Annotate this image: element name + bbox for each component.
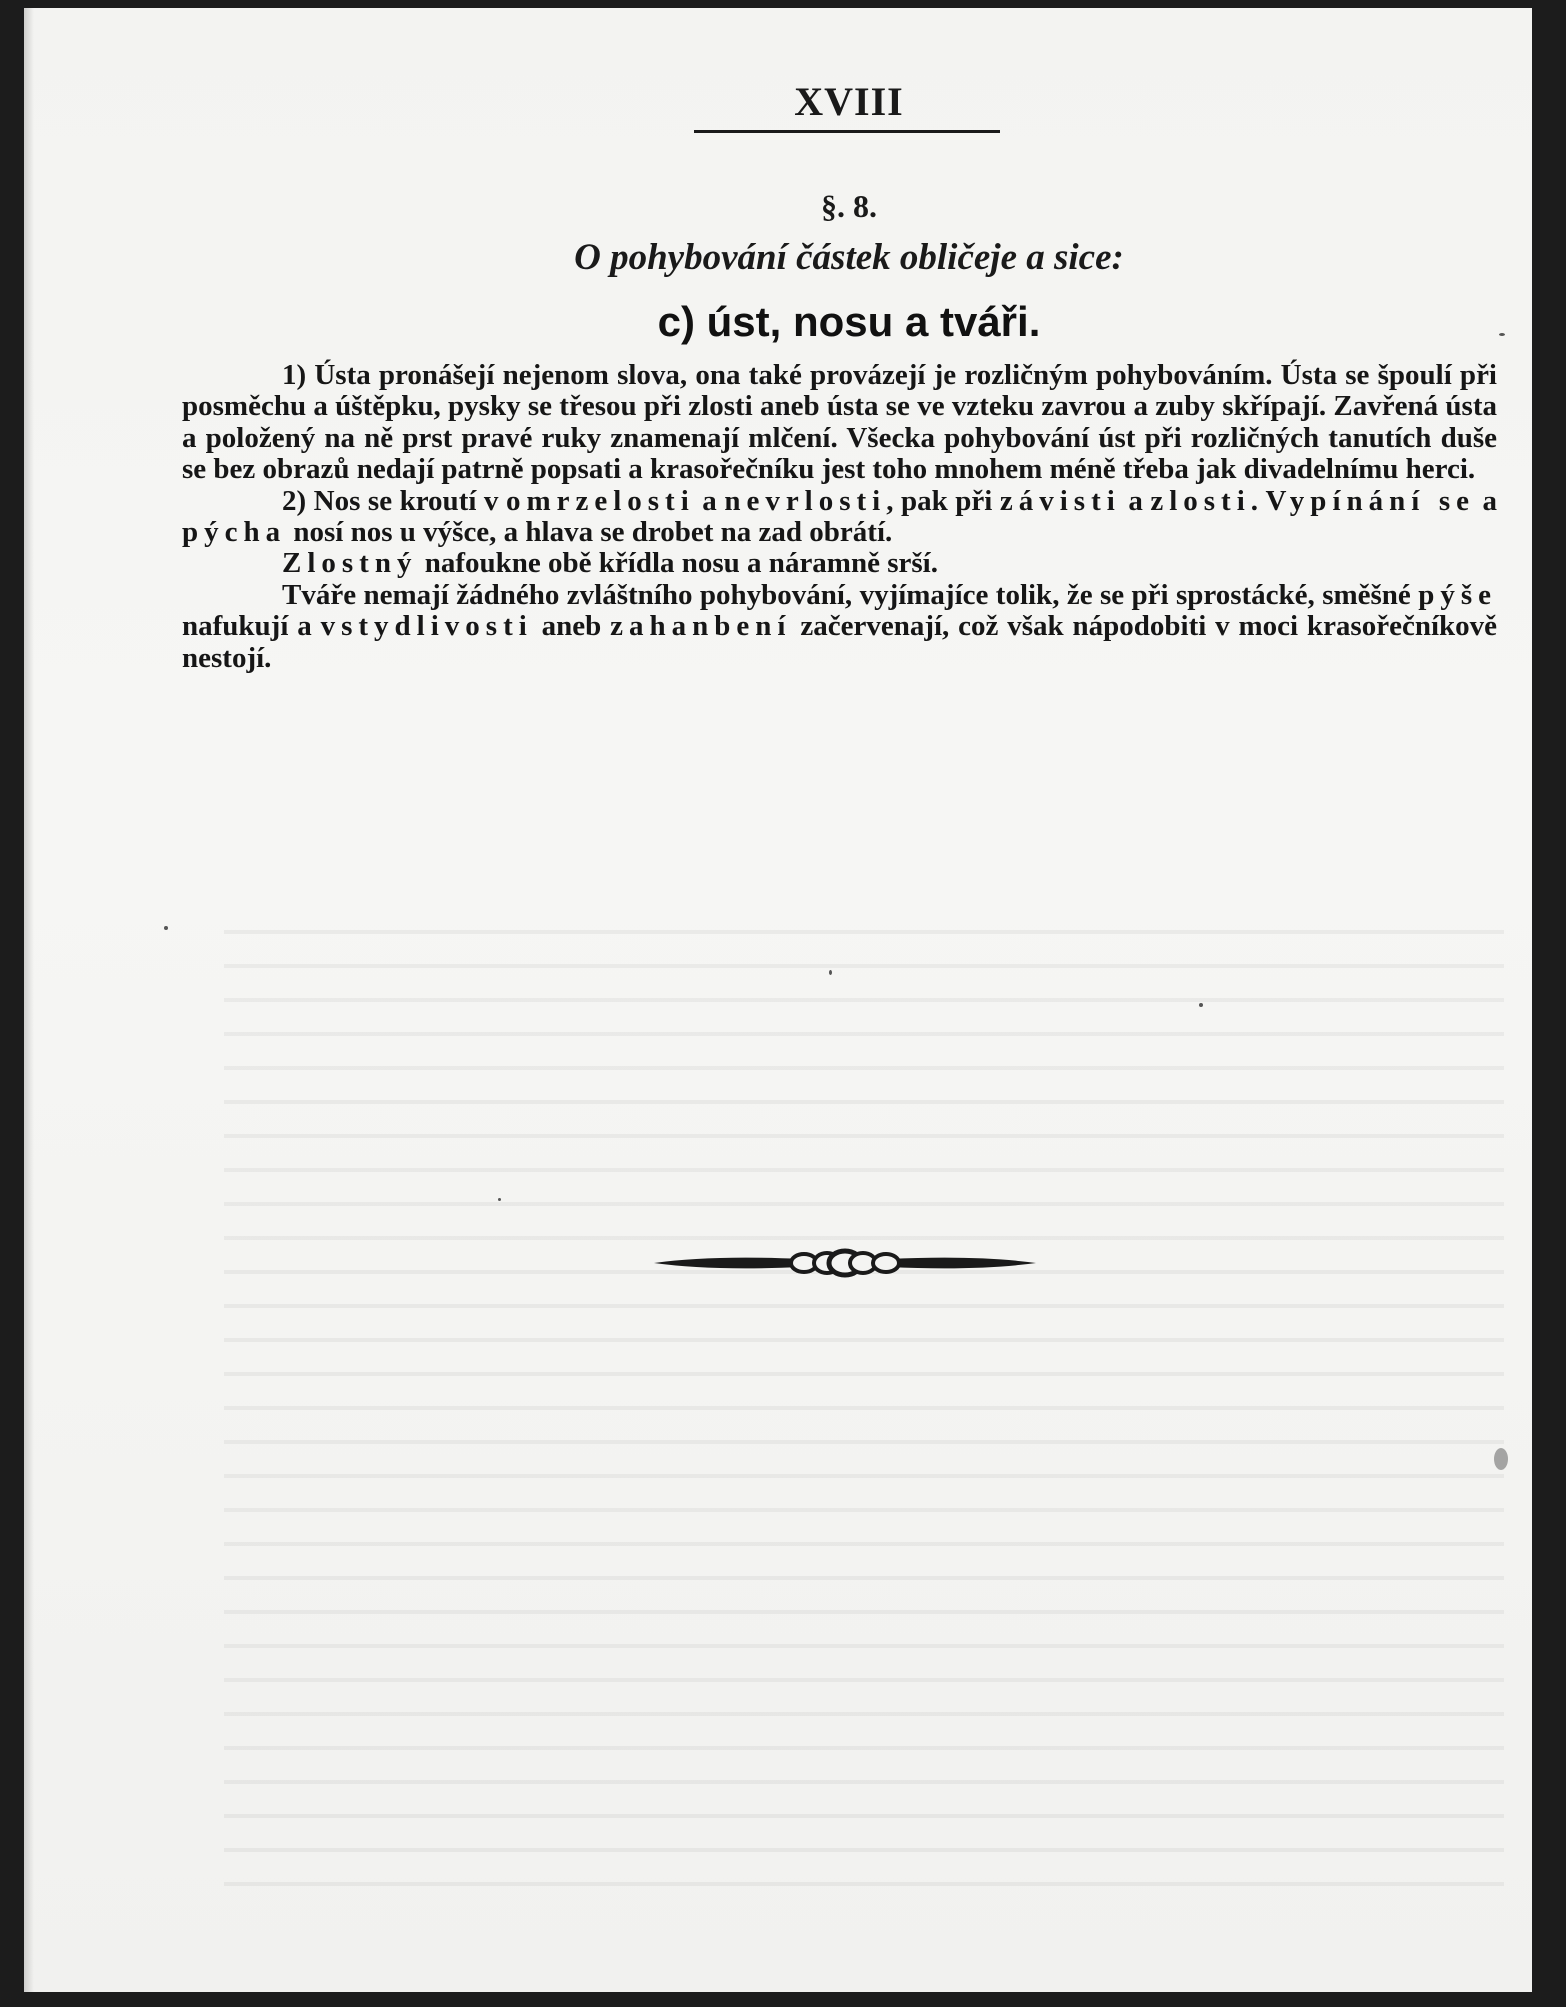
dust-speck (1494, 1448, 1508, 1470)
spaced-emphasis: omrzelosti (505, 484, 695, 517)
text-run: nafoukne obě křídla nosu a náramně srší. (424, 547, 938, 580)
spaced-emphasis: závisti (999, 484, 1121, 517)
text-run: a (702, 484, 717, 517)
dust-speck (164, 926, 168, 930)
text-run: nafukují a (182, 610, 312, 643)
text-run: . (1250, 484, 1259, 517)
text-run: a (1482, 484, 1497, 517)
paragraph-cheeks (182, 580, 1497, 674)
text-run: a (1128, 484, 1143, 517)
dust-speck (1199, 1003, 1203, 1007)
paragraph-nose (182, 486, 1497, 549)
text-run: nosí nos u výšce, a hlava se drobet na zad obrátí. (293, 516, 893, 549)
spaced-emphasis: vstydlivosti (320, 610, 533, 643)
page-number-folio: XVIII (794, 79, 904, 124)
page-edge-shadow (24, 8, 34, 1992)
text-run: aneb (541, 610, 602, 643)
spaced-emphasis: Vypínání se (1265, 484, 1475, 517)
folio-underline (694, 130, 1000, 133)
spaced-emphasis: pýše (1418, 578, 1497, 611)
section-number: §. 8. (821, 188, 877, 224)
paragraph-mouth: 1) Ústa pronášejí nejenom slova, ona také provázejí je rozličným pohybováním. Ústa se špoulí při posměchu a úštěpku, pysky se třesou při zlosti aneb ústa se ve vzteku zavrou a zuby skřípají. Zavřená ústa a položený na ně prst pravé ruky znamenají mlčení. Všecka pohybování úst při rozličných tanutích duše se bez obrazů nedají patrně popsati a krasořečníku jest toho mnohem méně třeba jak divadelnímu herci. (182, 359, 1497, 486)
text-run: 2) Nos se kroutí v (282, 484, 499, 517)
spaced-emphasis: Zlostný (282, 547, 418, 580)
dust-speck (498, 1198, 501, 1201)
section-title: O pohybování částek obličeje a sice: (574, 237, 1124, 278)
dust-speck (829, 970, 832, 975)
text-run: Tváře nemají žádného zvláštního pohybování, vyjímajíce tolik, že se při sprostácké, směšné (282, 578, 1411, 611)
ornamental-divider-icon (652, 1243, 1038, 1283)
spaced-emphasis: pýcha (182, 516, 287, 549)
spaced-emphasis: zlosti (1150, 484, 1251, 517)
text-run: , pak při (886, 484, 993, 517)
paragraph-angry (182, 548, 1497, 579)
body-text (182, 360, 1497, 674)
section-subtitle: c) úst, nosu a tváři. (657, 298, 1041, 345)
spaced-emphasis: zahanbení (610, 610, 792, 643)
paper-sheet (24, 8, 1532, 1992)
text-run: začervenají, což však nápodobiti v moci krasořečníkově nestojí. (182, 610, 1498, 674)
dust-speck (1499, 333, 1505, 336)
bleed-through-texture (224, 908, 1504, 1908)
spaced-emphasis: nevrlosti (724, 484, 887, 517)
